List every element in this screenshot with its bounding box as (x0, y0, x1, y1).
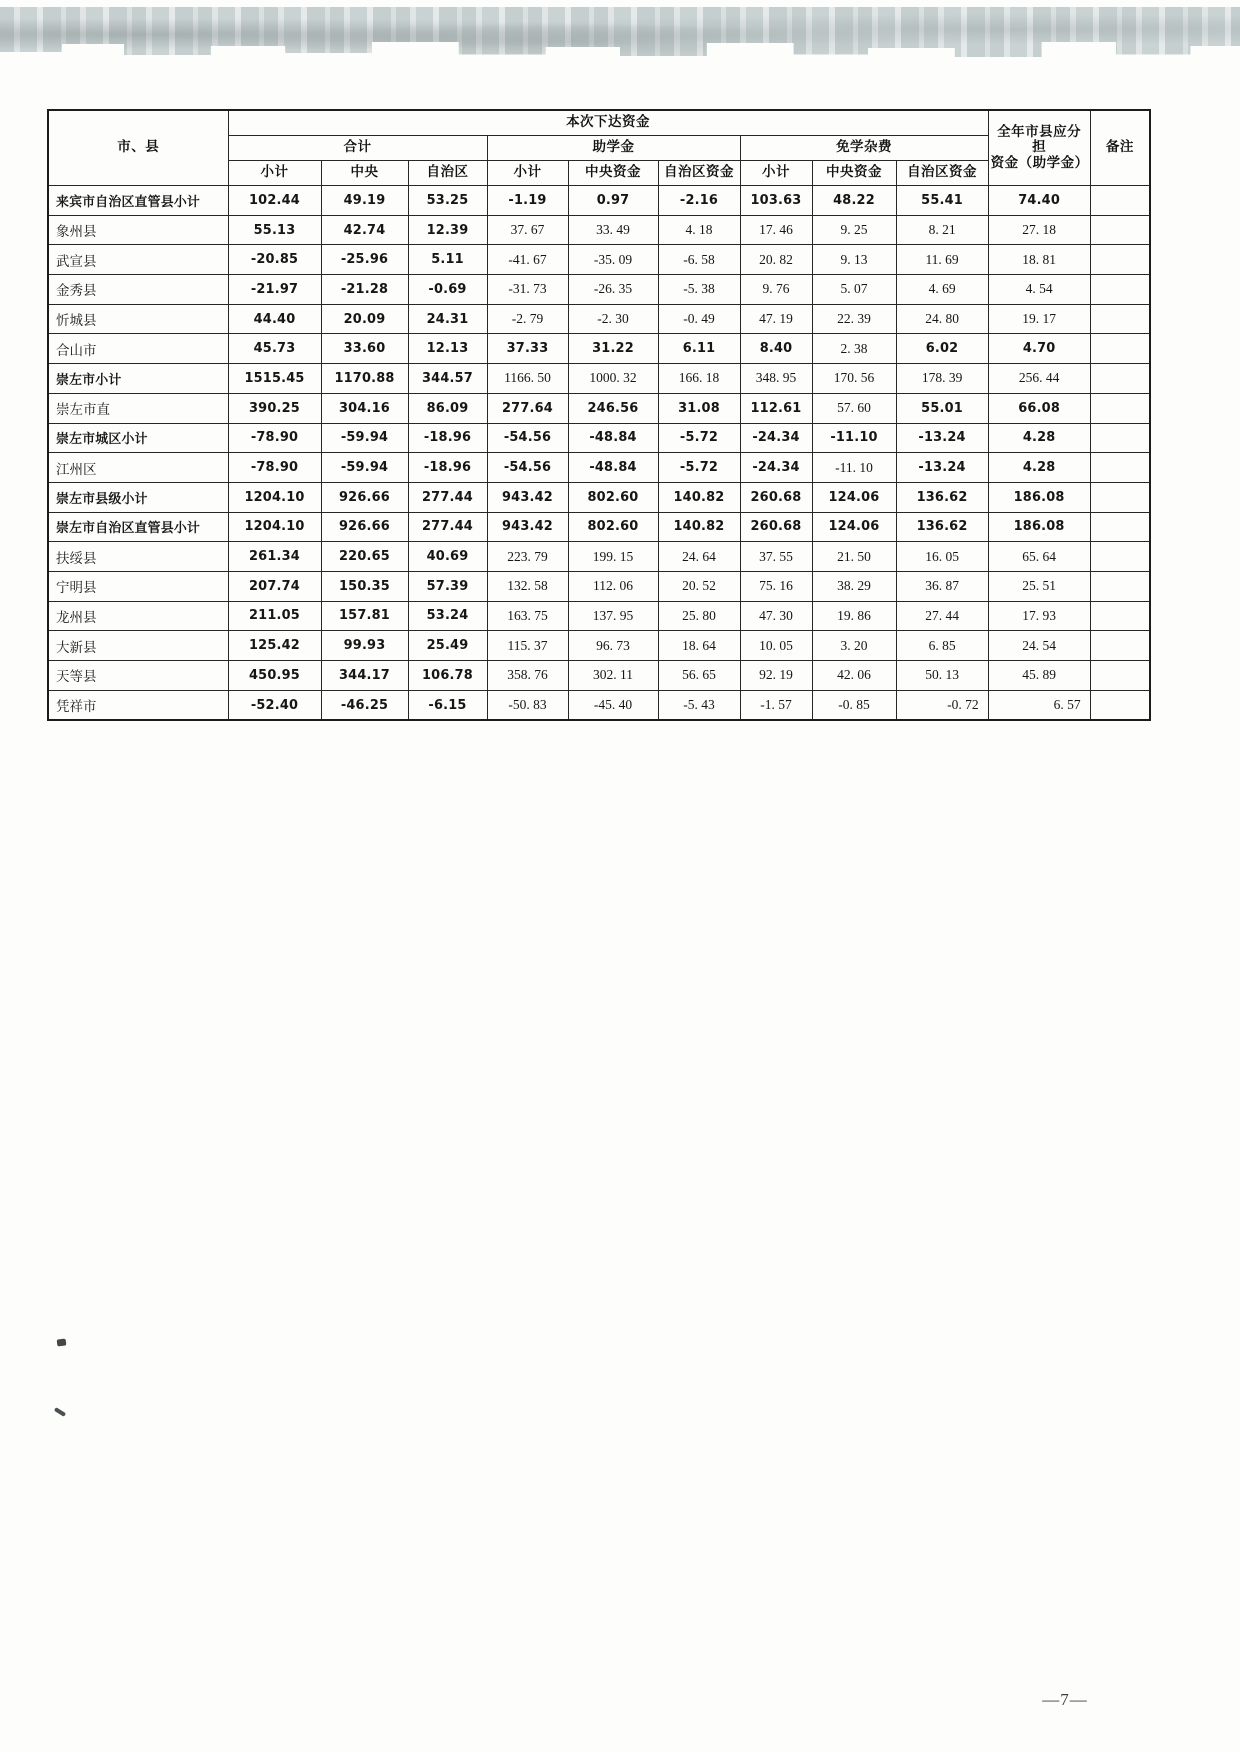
remark-cell (1090, 542, 1150, 572)
remark-cell (1090, 186, 1150, 216)
value-cell: 56. 65 (658, 661, 740, 691)
row-label: 崇左市县级小计 (48, 482, 228, 512)
value-cell: 55.41 (896, 186, 988, 216)
value-cell: 50. 13 (896, 661, 988, 691)
value-cell: -5.72 (658, 423, 740, 453)
value-cell: 112.61 (740, 393, 812, 423)
value-cell: 25.49 (408, 631, 487, 661)
value-cell: 4.70 (988, 334, 1090, 364)
value-cell: 25. 51 (988, 571, 1090, 601)
row-label: 宁明县 (48, 571, 228, 601)
value-cell: 33. 49 (568, 215, 658, 245)
value-cell: 17. 93 (988, 601, 1090, 631)
value-cell: -0. 85 (812, 690, 896, 720)
value-cell: 261.34 (228, 542, 321, 572)
value-cell: 150.35 (321, 571, 408, 601)
value-cell: 9. 13 (812, 245, 896, 275)
value-cell: 137. 95 (568, 601, 658, 631)
value-cell: -48.84 (568, 453, 658, 483)
value-cell: -2. 79 (487, 304, 568, 334)
value-cell: 132. 58 (487, 571, 568, 601)
row-label: 忻城县 (48, 304, 228, 334)
value-cell: 53.25 (408, 186, 487, 216)
row-label: 武宣县 (48, 245, 228, 275)
value-cell: -41. 67 (487, 245, 568, 275)
value-cell: 211.05 (228, 601, 321, 631)
row-label: 金秀县 (48, 275, 228, 305)
table-row (48, 364, 1150, 394)
header-waiver-central: 中央资金 (812, 161, 896, 186)
value-cell: -1. 57 (740, 690, 812, 720)
header-annual-share-line2: 资金（助学金） (990, 154, 1089, 171)
value-cell: 10. 05 (740, 631, 812, 661)
value-cell: 170. 56 (812, 364, 896, 394)
value-cell: 390.25 (228, 393, 321, 423)
remark-cell (1090, 571, 1150, 601)
table-row (48, 275, 1150, 305)
remark-cell (1090, 631, 1150, 661)
table-row (48, 482, 1150, 512)
value-cell: 19. 86 (812, 601, 896, 631)
value-cell: 47. 19 (740, 304, 812, 334)
value-cell: 1204.10 (228, 512, 321, 542)
row-label: 崇左市城区小计 (48, 423, 228, 453)
value-cell: 6. 85 (896, 631, 988, 661)
value-cell: 1000. 32 (568, 364, 658, 394)
value-cell: 92. 19 (740, 661, 812, 691)
scan-speck-2 (54, 1407, 66, 1417)
value-cell: 4. 54 (988, 275, 1090, 305)
value-cell: 66.08 (988, 393, 1090, 423)
value-cell: 48.22 (812, 186, 896, 216)
value-cell: 943.42 (487, 512, 568, 542)
value-cell: -35. 09 (568, 245, 658, 275)
value-cell: 178. 39 (896, 364, 988, 394)
value-cell: 926.66 (321, 512, 408, 542)
value-cell: 926.66 (321, 482, 408, 512)
value-cell: 55.01 (896, 393, 988, 423)
table-row (48, 245, 1150, 275)
value-cell: -1.19 (487, 186, 568, 216)
table-row (48, 601, 1150, 631)
value-cell: 6. 57 (988, 690, 1090, 720)
value-cell: 21. 50 (812, 542, 896, 572)
value-cell: 57.39 (408, 571, 487, 601)
value-cell: 24.31 (408, 304, 487, 334)
value-cell: 24. 80 (896, 304, 988, 334)
value-cell: 802.60 (568, 482, 658, 512)
value-cell: 47. 30 (740, 601, 812, 631)
value-cell: -59.94 (321, 453, 408, 483)
header-grant-central: 中央资金 (568, 161, 658, 186)
value-cell: -11.10 (812, 423, 896, 453)
value-cell: 38. 29 (812, 571, 896, 601)
value-cell: 53.24 (408, 601, 487, 631)
value-cell: 24. 54 (988, 631, 1090, 661)
header-total-group: 合计 (228, 136, 487, 161)
value-cell: -6.15 (408, 690, 487, 720)
value-cell: 31.22 (568, 334, 658, 364)
value-cell: 0.97 (568, 186, 658, 216)
value-cell: -25.96 (321, 245, 408, 275)
value-cell: 103.63 (740, 186, 812, 216)
header-city-county: 市、县 (48, 110, 228, 186)
row-label: 崇左市小计 (48, 364, 228, 394)
value-cell: 102.44 (228, 186, 321, 216)
value-cell: -0.69 (408, 275, 487, 305)
table-row (48, 186, 1150, 216)
value-cell: -11. 10 (812, 453, 896, 483)
value-cell: 37. 67 (487, 215, 568, 245)
value-cell: 55.13 (228, 215, 321, 245)
value-cell: -0. 72 (896, 690, 988, 720)
value-cell: 40.69 (408, 542, 487, 572)
remark-cell (1090, 275, 1150, 305)
header-waiver-subtotal: 小计 (740, 161, 812, 186)
value-cell: 163. 75 (487, 601, 568, 631)
row-label: 象州县 (48, 215, 228, 245)
value-cell: 1204.10 (228, 482, 321, 512)
value-cell: 136.62 (896, 482, 988, 512)
value-cell: 37. 55 (740, 542, 812, 572)
value-cell: 12.13 (408, 334, 487, 364)
header-grant-region: 自治区资金 (658, 161, 740, 186)
value-cell: 140.82 (658, 482, 740, 512)
table-row (48, 512, 1150, 542)
header-current-funds-group: 本次下达资金 (228, 110, 988, 136)
row-label: 龙州县 (48, 601, 228, 631)
value-cell: 277.64 (487, 393, 568, 423)
table-row (48, 393, 1150, 423)
table-row (48, 631, 1150, 661)
value-cell: 31.08 (658, 393, 740, 423)
value-cell: 124.06 (812, 512, 896, 542)
value-cell: 57. 60 (812, 393, 896, 423)
row-label: 合山市 (48, 334, 228, 364)
value-cell: 112. 06 (568, 571, 658, 601)
value-cell: 277.44 (408, 512, 487, 542)
value-cell: -2. 30 (568, 304, 658, 334)
value-cell: 223. 79 (487, 542, 568, 572)
value-cell: 74.40 (988, 186, 1090, 216)
header-total-central: 中央 (321, 161, 408, 186)
row-label: 扶绥县 (48, 542, 228, 572)
table-row (48, 215, 1150, 245)
value-cell: 3. 20 (812, 631, 896, 661)
value-cell: 166. 18 (658, 364, 740, 394)
remark-cell (1090, 690, 1150, 720)
header-waiver-group: 免学杂费 (740, 136, 988, 161)
value-cell: 18. 64 (658, 631, 740, 661)
value-cell: 11. 69 (896, 245, 988, 275)
table-row (48, 334, 1150, 364)
value-cell: 8. 21 (896, 215, 988, 245)
value-cell: 136.62 (896, 512, 988, 542)
header-annual-share-line1: 全年市县应分担 (997, 124, 1082, 156)
value-cell: 186.08 (988, 482, 1090, 512)
funding-table (47, 109, 1151, 721)
value-cell: 6.11 (658, 334, 740, 364)
value-cell: 6.02 (896, 334, 988, 364)
value-cell: 16. 05 (896, 542, 988, 572)
value-cell: 86.09 (408, 393, 487, 423)
value-cell: 42.74 (321, 215, 408, 245)
value-cell: 33.60 (321, 334, 408, 364)
value-cell: 4.28 (988, 423, 1090, 453)
table-row (48, 661, 1150, 691)
value-cell: -45. 40 (568, 690, 658, 720)
value-cell: 9. 25 (812, 215, 896, 245)
value-cell: 124.06 (812, 482, 896, 512)
value-cell: 12.39 (408, 215, 487, 245)
value-cell: -48.84 (568, 423, 658, 453)
table-row (48, 571, 1150, 601)
value-cell: -20.85 (228, 245, 321, 275)
header-total-region: 自治区 (408, 161, 487, 186)
value-cell: -5. 43 (658, 690, 740, 720)
table-header (48, 110, 1150, 186)
value-cell: 22. 39 (812, 304, 896, 334)
row-label: 大新县 (48, 631, 228, 661)
value-cell: 207.74 (228, 571, 321, 601)
value-cell: 24. 64 (658, 542, 740, 572)
header-grant-subtotal: 小计 (487, 161, 568, 186)
remark-cell (1090, 393, 1150, 423)
value-cell: 20.09 (321, 304, 408, 334)
value-cell: 199. 15 (568, 542, 658, 572)
value-cell: -13.24 (896, 453, 988, 483)
value-cell: 42. 06 (812, 661, 896, 691)
value-cell: 4. 18 (658, 215, 740, 245)
value-cell: 358. 76 (487, 661, 568, 691)
value-cell: -50. 83 (487, 690, 568, 720)
value-cell: 99.93 (321, 631, 408, 661)
value-cell: 5.11 (408, 245, 487, 275)
value-cell: 802.60 (568, 512, 658, 542)
value-cell: -78.90 (228, 423, 321, 453)
value-cell: 45.73 (228, 334, 321, 364)
row-label: 崇左市自治区直管县小计 (48, 512, 228, 542)
remark-cell (1090, 423, 1150, 453)
scan-artifact-top-band (0, 7, 1240, 57)
value-cell: 45. 89 (988, 661, 1090, 691)
row-label: 来宾市自治区直管县小计 (48, 186, 228, 216)
value-cell: 25. 80 (658, 601, 740, 631)
value-cell: 260.68 (740, 482, 812, 512)
table-row (48, 423, 1150, 453)
value-cell: 4.28 (988, 453, 1090, 483)
value-cell: 44.40 (228, 304, 321, 334)
value-cell: 220.65 (321, 542, 408, 572)
value-cell: 20. 52 (658, 571, 740, 601)
value-cell: 277.44 (408, 482, 487, 512)
remark-cell (1090, 334, 1150, 364)
remark-cell (1090, 304, 1150, 334)
remark-cell (1090, 364, 1150, 394)
value-cell: -78.90 (228, 453, 321, 483)
value-cell: 943.42 (487, 482, 568, 512)
row-label: 天等县 (48, 661, 228, 691)
scan-speck-1 (57, 1338, 67, 1346)
value-cell: -54.56 (487, 423, 568, 453)
header-remark: 备注 (1090, 110, 1150, 186)
value-cell: 256. 44 (988, 364, 1090, 394)
value-cell: 348. 95 (740, 364, 812, 394)
value-cell: 37.33 (487, 334, 568, 364)
table-row (48, 453, 1150, 483)
value-cell: 1166. 50 (487, 364, 568, 394)
value-cell: 140.82 (658, 512, 740, 542)
value-cell: 18. 81 (988, 245, 1090, 275)
value-cell: 27. 44 (896, 601, 988, 631)
table-row (48, 304, 1150, 334)
table-row (48, 690, 1150, 720)
value-cell: 36. 87 (896, 571, 988, 601)
value-cell: 20. 82 (740, 245, 812, 275)
value-cell: 304.16 (321, 393, 408, 423)
value-cell: 8.40 (740, 334, 812, 364)
remark-cell (1090, 215, 1150, 245)
value-cell: 9. 76 (740, 275, 812, 305)
table-row (48, 542, 1150, 572)
value-cell: -0. 49 (658, 304, 740, 334)
value-cell: -18.96 (408, 453, 487, 483)
value-cell: 1515.45 (228, 364, 321, 394)
value-cell: 19. 17 (988, 304, 1090, 334)
value-cell: -21.97 (228, 275, 321, 305)
value-cell: 96. 73 (568, 631, 658, 661)
value-cell: 246.56 (568, 393, 658, 423)
remark-cell (1090, 482, 1150, 512)
row-label: 崇左市直 (48, 393, 228, 423)
value-cell: -5. 38 (658, 275, 740, 305)
value-cell: -6. 58 (658, 245, 740, 275)
funding-table-body (48, 186, 1150, 721)
value-cell: 27. 18 (988, 215, 1090, 245)
page-number: —7— (1042, 1690, 1088, 1709)
remark-cell (1090, 245, 1150, 275)
row-label: 凭祥市 (48, 690, 228, 720)
value-cell: -21.28 (321, 275, 408, 305)
header-waiver-region: 自治区资金 (896, 161, 988, 186)
value-cell: -59.94 (321, 423, 408, 453)
remark-cell (1090, 601, 1150, 631)
value-cell: -54.56 (487, 453, 568, 483)
value-cell: -52.40 (228, 690, 321, 720)
value-cell: 186.08 (988, 512, 1090, 542)
value-cell: -24.34 (740, 453, 812, 483)
header-total-subtotal: 小计 (228, 161, 321, 186)
remark-cell (1090, 512, 1150, 542)
row-label: 江州区 (48, 453, 228, 483)
value-cell: -2.16 (658, 186, 740, 216)
value-cell: 5. 07 (812, 275, 896, 305)
value-cell: 344.17 (321, 661, 408, 691)
value-cell: 1170.88 (321, 364, 408, 394)
value-cell: -46.25 (321, 690, 408, 720)
value-cell: 17. 46 (740, 215, 812, 245)
value-cell: 75. 16 (740, 571, 812, 601)
value-cell: -13.24 (896, 423, 988, 453)
value-cell: -24.34 (740, 423, 812, 453)
value-cell: 450.95 (228, 661, 321, 691)
remark-cell (1090, 661, 1150, 691)
header-grant-group: 助学金 (487, 136, 740, 161)
header-annual-share (988, 110, 1090, 186)
value-cell: -18.96 (408, 423, 487, 453)
value-cell: -26. 35 (568, 275, 658, 305)
value-cell: 4. 69 (896, 275, 988, 305)
value-cell: 65. 64 (988, 542, 1090, 572)
value-cell: 344.57 (408, 364, 487, 394)
value-cell: 49.19 (321, 186, 408, 216)
value-cell: 115. 37 (487, 631, 568, 661)
value-cell: 106.78 (408, 661, 487, 691)
value-cell: 302. 11 (568, 661, 658, 691)
value-cell: 157.81 (321, 601, 408, 631)
value-cell: -5.72 (658, 453, 740, 483)
value-cell: 260.68 (740, 512, 812, 542)
value-cell: 125.42 (228, 631, 321, 661)
value-cell: -31. 73 (487, 275, 568, 305)
value-cell: 2. 38 (812, 334, 896, 364)
remark-cell (1090, 453, 1150, 483)
